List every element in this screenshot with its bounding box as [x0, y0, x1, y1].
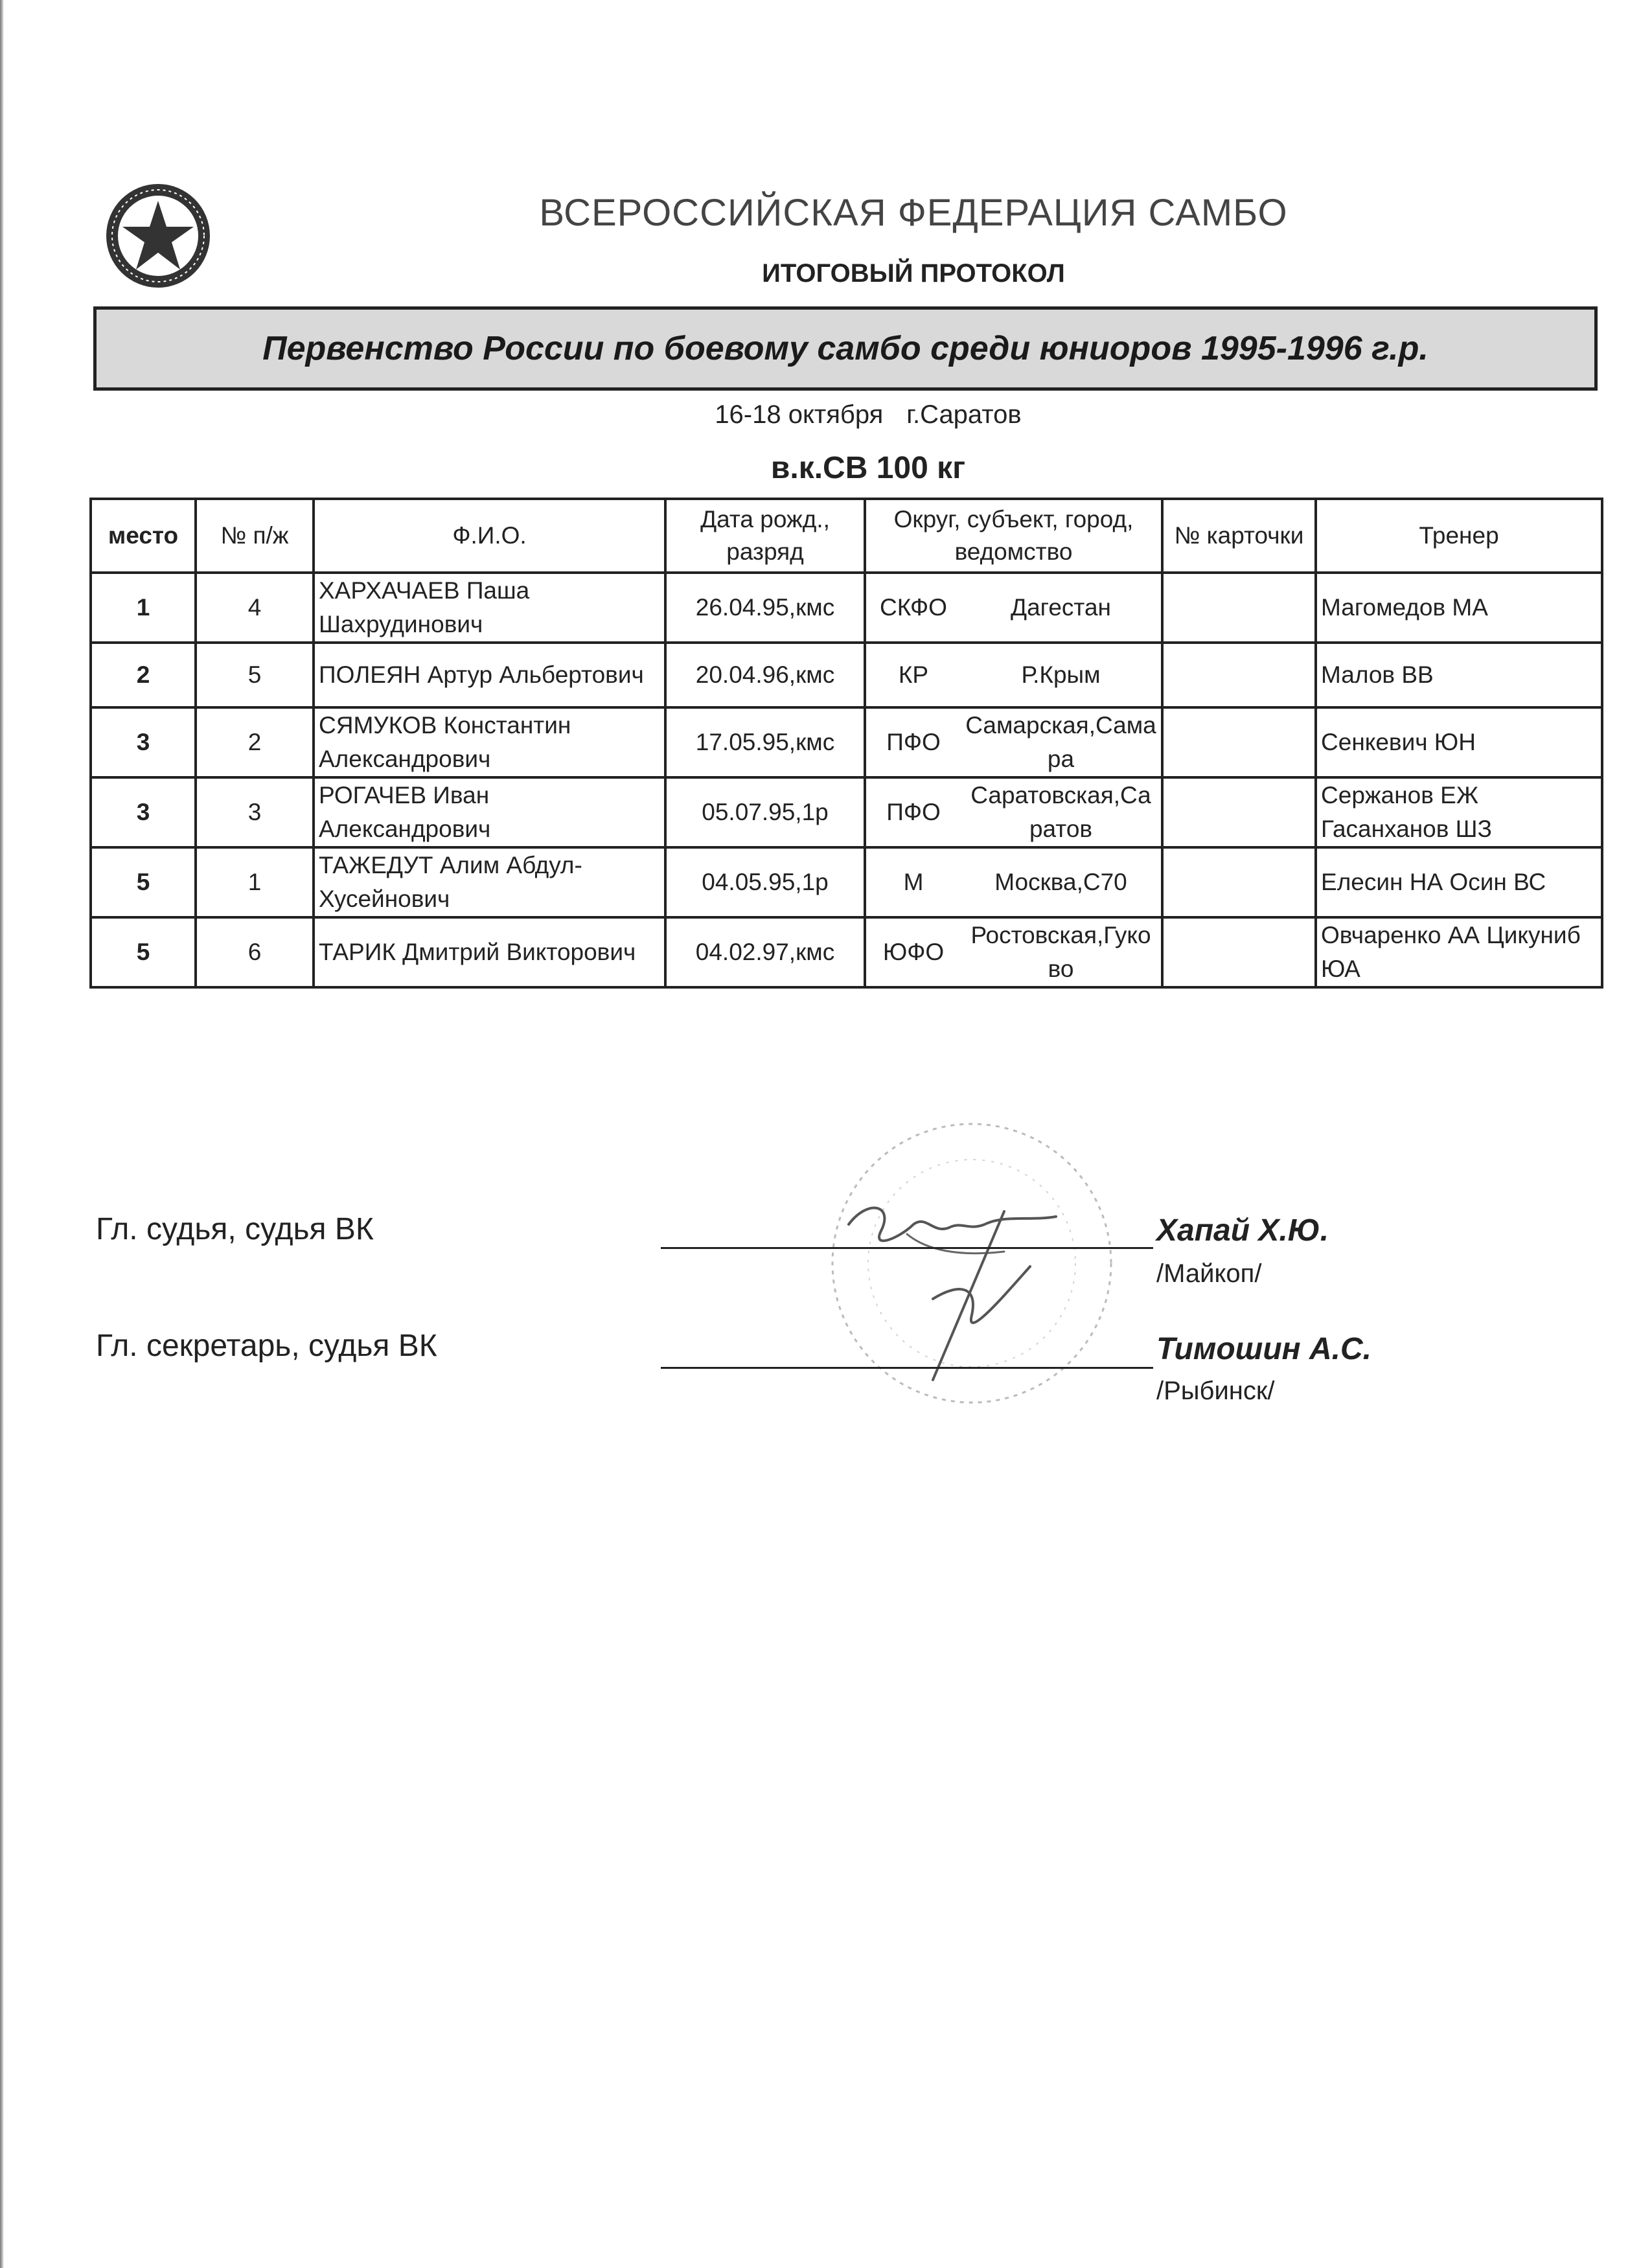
cell-name: ТАЖЕДУТ Алим Абдул-Хусейнович [314, 847, 665, 917]
cell-place: 5 [91, 917, 196, 987]
table-row [91, 917, 1602, 987]
event-title-box [93, 306, 1598, 391]
cell-number: 3 [196, 777, 314, 847]
cell-birth: 20.04.96,кмс [665, 643, 865, 707]
secretary-signature-line [661, 1367, 1153, 1369]
cell-birth: 04.02.97,кмс [665, 917, 865, 987]
cell-place: 3 [91, 707, 196, 777]
cell-birth: 04.05.95,1р [665, 847, 865, 917]
cell-region: Москва,С70 [961, 847, 1162, 917]
cell-card [1162, 847, 1316, 917]
cell-region: Дагестан [961, 573, 1162, 643]
cell-coach: Магомедов МА [1316, 573, 1602, 643]
cell-district: СКФО [865, 573, 961, 643]
cell-birth: 05.07.95,1р [665, 777, 865, 847]
event-title: Первенство России по боевому самбо среди юниоров 1995-1996 г.р. [262, 330, 1428, 367]
cell-name: СЯМУКОВ Константин Александрович [314, 707, 665, 777]
scan-edge [0, 0, 4, 2268]
cell-district: ЮФО [865, 917, 961, 987]
cell-place: 3 [91, 777, 196, 847]
document-type: ИТОГОВЫЙ ПРОТОКОЛ [762, 259, 1065, 288]
cell-card [1162, 643, 1316, 707]
cell-number: 1 [196, 847, 314, 917]
cell-coach: Овчаренко АА Цикуниб ЮА [1316, 917, 1602, 987]
cell-district: КР [865, 643, 961, 707]
cell-name: РОГАЧЕВ Иван Александрович [314, 777, 665, 847]
cell-region: Ростовская,Гуково [961, 917, 1162, 987]
stamp-and-signature [810, 1101, 1134, 1425]
weight-class: в.к.СВ 100 кг [770, 451, 966, 485]
judge-label: Гл. судья, судья ВК [96, 1212, 374, 1246]
organization-title: ВСЕРОССИЙСКАЯ ФЕДЕРАЦИЯ САМБО [539, 192, 1288, 234]
secretary-label: Гл. секретарь, судья ВК [96, 1329, 437, 1363]
cell-number: 6 [196, 917, 314, 987]
column-header-region: Округ, субъект, город, ведомство [865, 499, 1162, 573]
column-header-name: Ф.И.О. [314, 499, 665, 573]
table-header-row [91, 499, 1602, 573]
judge-name: Хапай Х.Ю. [1156, 1213, 1329, 1248]
event-dates: 16-18 октября [715, 400, 884, 429]
table-row [91, 573, 1602, 643]
cell-region: Саратовская,Саратов [961, 777, 1162, 847]
cell-number: 5 [196, 643, 314, 707]
cell-district: ПФО [865, 777, 961, 847]
cell-birth: 26.04.95,кмс [665, 573, 865, 643]
judge-signature-line [661, 1247, 1153, 1249]
column-header-card: № карточки [1162, 499, 1316, 573]
table-row [91, 847, 1602, 917]
column-header-coach: Тренер [1316, 499, 1602, 573]
cell-coach: Елесин НА Осин ВС [1316, 847, 1602, 917]
table-row [91, 707, 1602, 777]
cell-number: 4 [196, 573, 314, 643]
secretary-city: /Рыбинск/ [1156, 1377, 1275, 1405]
cell-coach: Сержанов ЕЖ Гасанханов ШЗ [1316, 777, 1602, 847]
cell-number: 2 [196, 707, 314, 777]
event-city: г.Саратов [906, 400, 1022, 429]
cell-coach: Сенкевич ЮН [1316, 707, 1602, 777]
table-row [91, 643, 1602, 707]
column-header-birth: Дата рожд., разряд [665, 499, 865, 573]
column-header-number: № п/ж [196, 499, 314, 573]
cell-region: Самарская,Самара [961, 707, 1162, 777]
cell-card [1162, 917, 1316, 987]
table-row [91, 777, 1602, 847]
cell-region: Р.Крым [961, 643, 1162, 707]
cell-card [1162, 777, 1316, 847]
cell-birth: 17.05.95,кмс [665, 707, 865, 777]
cell-coach: Малов ВВ [1316, 643, 1602, 707]
results-table [89, 498, 1603, 989]
cell-card [1162, 707, 1316, 777]
cell-name: ХАРХАЧАЕВ Паша Шахрудинович [314, 573, 665, 643]
cell-district: ПФО [865, 707, 961, 777]
cell-place: 2 [91, 643, 196, 707]
cell-district: М [865, 847, 961, 917]
cell-place: 1 [91, 573, 196, 643]
event-date-location [0, 400, 1652, 430]
cell-name: ТАРИК Дмитрий Викторович [314, 917, 665, 987]
column-header-place: место [91, 499, 196, 573]
cell-name: ПОЛЕЯН Артур Альбертович [314, 643, 665, 707]
cell-card [1162, 573, 1316, 643]
judge-city: /Майкоп/ [1156, 1259, 1262, 1288]
cell-place: 5 [91, 847, 196, 917]
secretary-name: Тимошин А.С. [1156, 1332, 1371, 1366]
